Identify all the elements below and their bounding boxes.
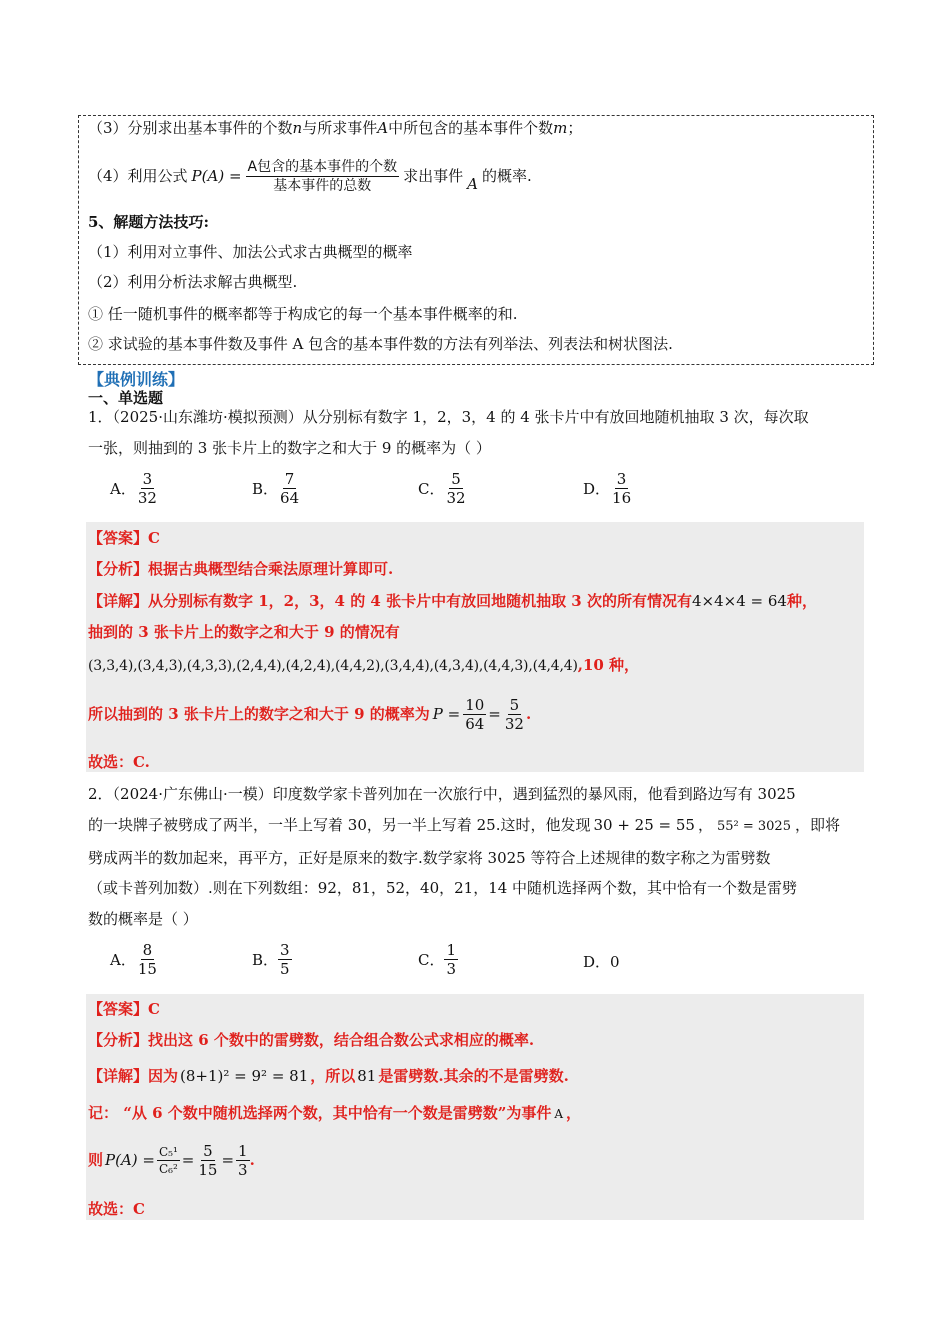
q2-option-d: D．0 bbox=[583, 953, 620, 971]
q2-detail-line2: 记： “从 6 个数中随机选择两个数，其中恰有一个数是雷劈数”为事件 A ， bbox=[88, 1104, 582, 1122]
q2-text-line4: （或卡普列加数）.则在下列数组：92，81，52，40，21，14 中随机选择两个数，其中恰有一个数是雷劈 bbox=[88, 879, 798, 897]
q1-answer: 【答案】C bbox=[88, 529, 160, 547]
q1-probability: 所以抽到的 3 张卡片上的数字之和大于 9 的概率为 P = $\frac{10}{64}$ = $\frac{5}{32}$ . bbox=[88, 695, 532, 733]
section-title: 【典例训练】 bbox=[88, 370, 185, 389]
method-box bbox=[78, 115, 874, 365]
q2-text-line3: 劈成两半的数加起来，再平方，正好是原来的数字.数学家将 3025 等符合上述规律的数字称之为雷劈数 bbox=[88, 849, 771, 867]
step-4: （4）利用公式 P(A) = $\frac{\text{A包含的基本事件的个数}}{\text{基本事件的总数}}$ 求出事件 A 的概率. bbox=[88, 158, 532, 194]
q2-text-line2: 的一块牌子被劈成了两半，一半上写着 30，另一半上写着 25.这时，他发现 30 + 25 = 55 ， 55² = 3025 ，即将 bbox=[88, 816, 840, 834]
q2-option-a: A． $\frac{8}{15}$ bbox=[110, 941, 157, 978]
q1-analysis: 【分析】根据古典概型结合乘法原理计算即可. bbox=[88, 560, 394, 578]
q2-text-line5: 数的概率是（ ） bbox=[88, 910, 198, 928]
q1-detail-line2: 抽到的 3 张卡片上的数字之和大于 9 的情况有 bbox=[88, 623, 400, 641]
q1-text-line1: 1．（2025·山东潍坊·模拟预测）从分别标有数字 1，2，3，4 的 4 张卡片中有放回地随机抽取 3 次，每次取 bbox=[88, 408, 809, 426]
q1-tuples: (3,3,4),(3,4,3),(4,3,3),(2,4,4),(4,2,4),(4,4,2),(3,4,4),(4,3,4),(4,4,3),(4,4,4),10 种， bbox=[88, 656, 640, 674]
q1-conclusion: 故选：C. bbox=[88, 753, 150, 771]
q1-option-b: B． $\frac{7}{64}$ bbox=[252, 470, 300, 507]
q1-option-a: A． $\frac{3}{32}$ bbox=[110, 470, 157, 507]
q2-probability: 则 P(A) = $\frac{\text{C₅¹}}{\text{C₆²}}$ = $\frac{5}{15}$ = $\frac{1}{3}$ . bbox=[88, 1141, 255, 1179]
section-subtitle: 一、单选题 bbox=[88, 389, 164, 407]
q1-option-c: C． $\frac{5}{32}$ bbox=[418, 470, 466, 507]
tip-2: （2）利用分析法求解古典概型. bbox=[88, 273, 298, 291]
tip-3: ① 任一随机事件的概率都等于构成它的每一个基本事件概率的和. bbox=[88, 305, 518, 323]
q2-text-line1: 2．（2024·广东佛山·一模）印度数学家卡普列加在一次旅行中，遇到猛烈的暴风雨，他看到路边写有 3025 bbox=[88, 785, 796, 803]
q2-analysis: 【分析】找出这 6 个数中的雷劈数，结合组合数公式求相应的概率. bbox=[88, 1031, 535, 1049]
q1-detail-line1: 【详解】从分别标有数字 1，2，3，4 的 4 张卡片中有放回地随机抽取 3 次的所有情况有4×4×4 = 64种， bbox=[88, 592, 817, 610]
tip-4: ② 求试验的基本事件数及事件 A 包含的基本事件数的方法有列举法、列表法和树状图法. bbox=[88, 335, 673, 353]
step-3: （3）分别求出基本事件的个数n与所求事件A中所包含的基本事件个数m； bbox=[88, 119, 583, 137]
q1-text-line2: 一张，则抽到的 3 张卡片上的数字之和大于 9 的概率为（ ） bbox=[88, 439, 491, 457]
tip-1: （1）利用对立事件、加法公式求古典概型的概率 bbox=[88, 243, 413, 261]
q2-conclusion: 故选：C bbox=[88, 1200, 145, 1218]
q1-option-d: D． $\frac{3}{16}$ bbox=[583, 470, 632, 507]
q2-option-c: C． $\frac{1}{3}$ bbox=[418, 941, 457, 978]
q2-answer: 【答案】C bbox=[88, 1000, 160, 1018]
q2-option-b: B． $\frac{3}{5}$ bbox=[252, 941, 290, 978]
q2-detail-line1: 【详解】因为 (8+1)² = 9² = 81 ，所以 81 是雷劈数.其余的不是雷劈数. bbox=[88, 1067, 569, 1085]
formula-fraction: $\frac{\text{A包含的基本事件的个数}}{\text{基本事件的总数}}$ bbox=[247, 158, 398, 194]
tips-heading: 5、解题方法技巧: bbox=[88, 213, 209, 231]
